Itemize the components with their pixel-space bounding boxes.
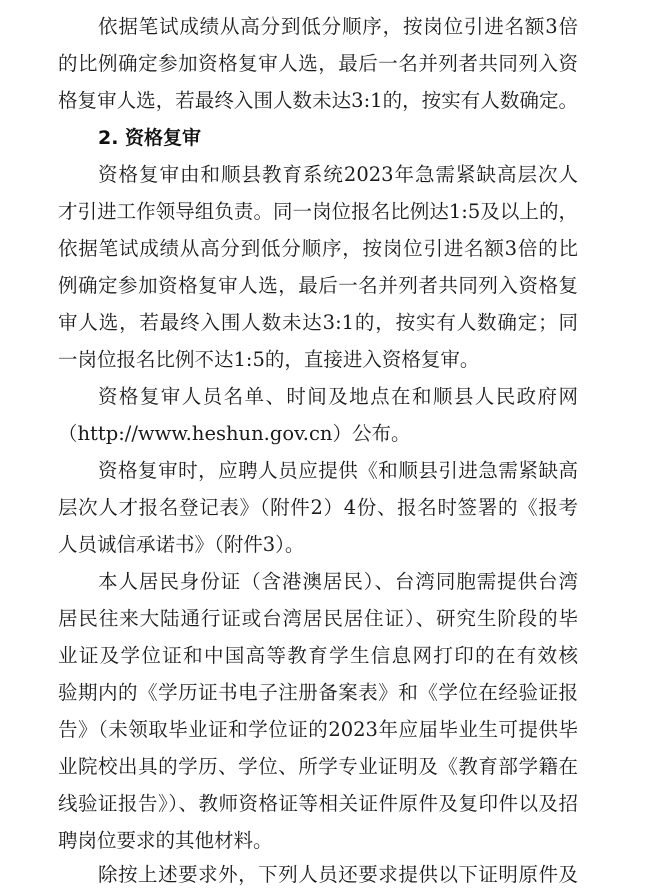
body-text: 的比例确定参加资格复审人选，最后一名并列者共同列入资 xyxy=(58,52,578,75)
body-line xyxy=(0,454,648,488)
body-text: 资格复审时，应聘人员应提供《和顺县引进急需紧缺高 xyxy=(98,459,578,482)
body-line xyxy=(0,158,648,192)
body-text: 审人选，若最终入围人数未达3:1的，按实有人数确定；同 xyxy=(58,311,578,334)
body-text: 本人居民身份证（含港澳居民）、台湾同胞需提供台湾 xyxy=(98,570,578,593)
body-text: 线验证报告》）、教师资格证等相关证件原件及复印件以及招 xyxy=(58,792,578,815)
body-line xyxy=(0,380,648,414)
body-line xyxy=(0,565,648,599)
body-line xyxy=(0,528,648,562)
body-text: 业证及学位证和中国高等教育学生信息网打印的在有效核 xyxy=(58,644,578,667)
body-line xyxy=(0,824,648,858)
body-text: 格复审人选，若最终入围人数未达3:1的，按实有人数确定。 xyxy=(58,89,578,112)
section-heading: 2. 资格复审 xyxy=(98,127,202,149)
body-text: 居民往来大陆通行证或台湾居民居住证）、研究生阶段的毕 xyxy=(58,607,578,630)
body-line xyxy=(0,84,648,118)
body-line xyxy=(0,306,648,340)
body-line xyxy=(0,491,648,525)
body-line xyxy=(0,417,648,451)
body-line xyxy=(0,676,648,710)
body-line xyxy=(0,602,648,636)
body-line xyxy=(0,639,648,673)
body-text: 层次人才报名登记表》（附件2）4份、报名时签署的《报考 xyxy=(58,496,578,519)
body-line xyxy=(0,10,648,44)
body-text: 验期内的《学历证书电子注册备案表》和《学位在经验证报 xyxy=(58,681,578,704)
body-text: 依据笔试成绩从高分到低分顺序，按岗位引进名额3倍 xyxy=(98,15,578,38)
body-text: 例确定参加资格复审人选，最后一名并列者共同列入资格复 xyxy=(58,274,578,297)
body-text: 业院校出具的学历、学位、所学专业证明及《教育部学籍在 xyxy=(58,755,578,778)
body-text: 人员诚信承诺书》（附件3）。 xyxy=(58,533,305,556)
body-line xyxy=(0,750,648,784)
body-line xyxy=(0,195,648,229)
body-line xyxy=(0,47,648,81)
body-line xyxy=(0,787,648,821)
body-text: 依据笔试成绩从高分到低分顺序，按岗位引进名额3倍的比 xyxy=(58,237,578,260)
body-text: 一岗位报名比例不达1:5的，直接进入资格复审。 xyxy=(58,348,480,371)
body-line xyxy=(0,713,648,747)
body-text: 资格复审人员名单、时间及地点在和顺县人民政府网 xyxy=(98,385,578,408)
body-line xyxy=(0,343,648,377)
body-text: 聘岗位要求的其他材料。 xyxy=(58,829,273,852)
body-text: 资格复审由和顺县教育系统2023年急需紧缺高层次人 xyxy=(98,163,578,186)
body-line xyxy=(0,858,648,892)
body-line xyxy=(0,232,648,266)
body-line xyxy=(0,269,648,303)
body-text: 才引进工作领导组负责。同一岗位报名比例达1:5及以上的， xyxy=(58,200,578,223)
body-text: 告》（未领取毕业证和学位证的2023年应届毕业生可提供毕 xyxy=(58,718,578,741)
body-text: （http://www.heshun.gov.cn）公布。 xyxy=(58,422,411,445)
body-text: 除按上述要求外，下列人员还要求提供以下证明原件及 xyxy=(98,863,578,886)
